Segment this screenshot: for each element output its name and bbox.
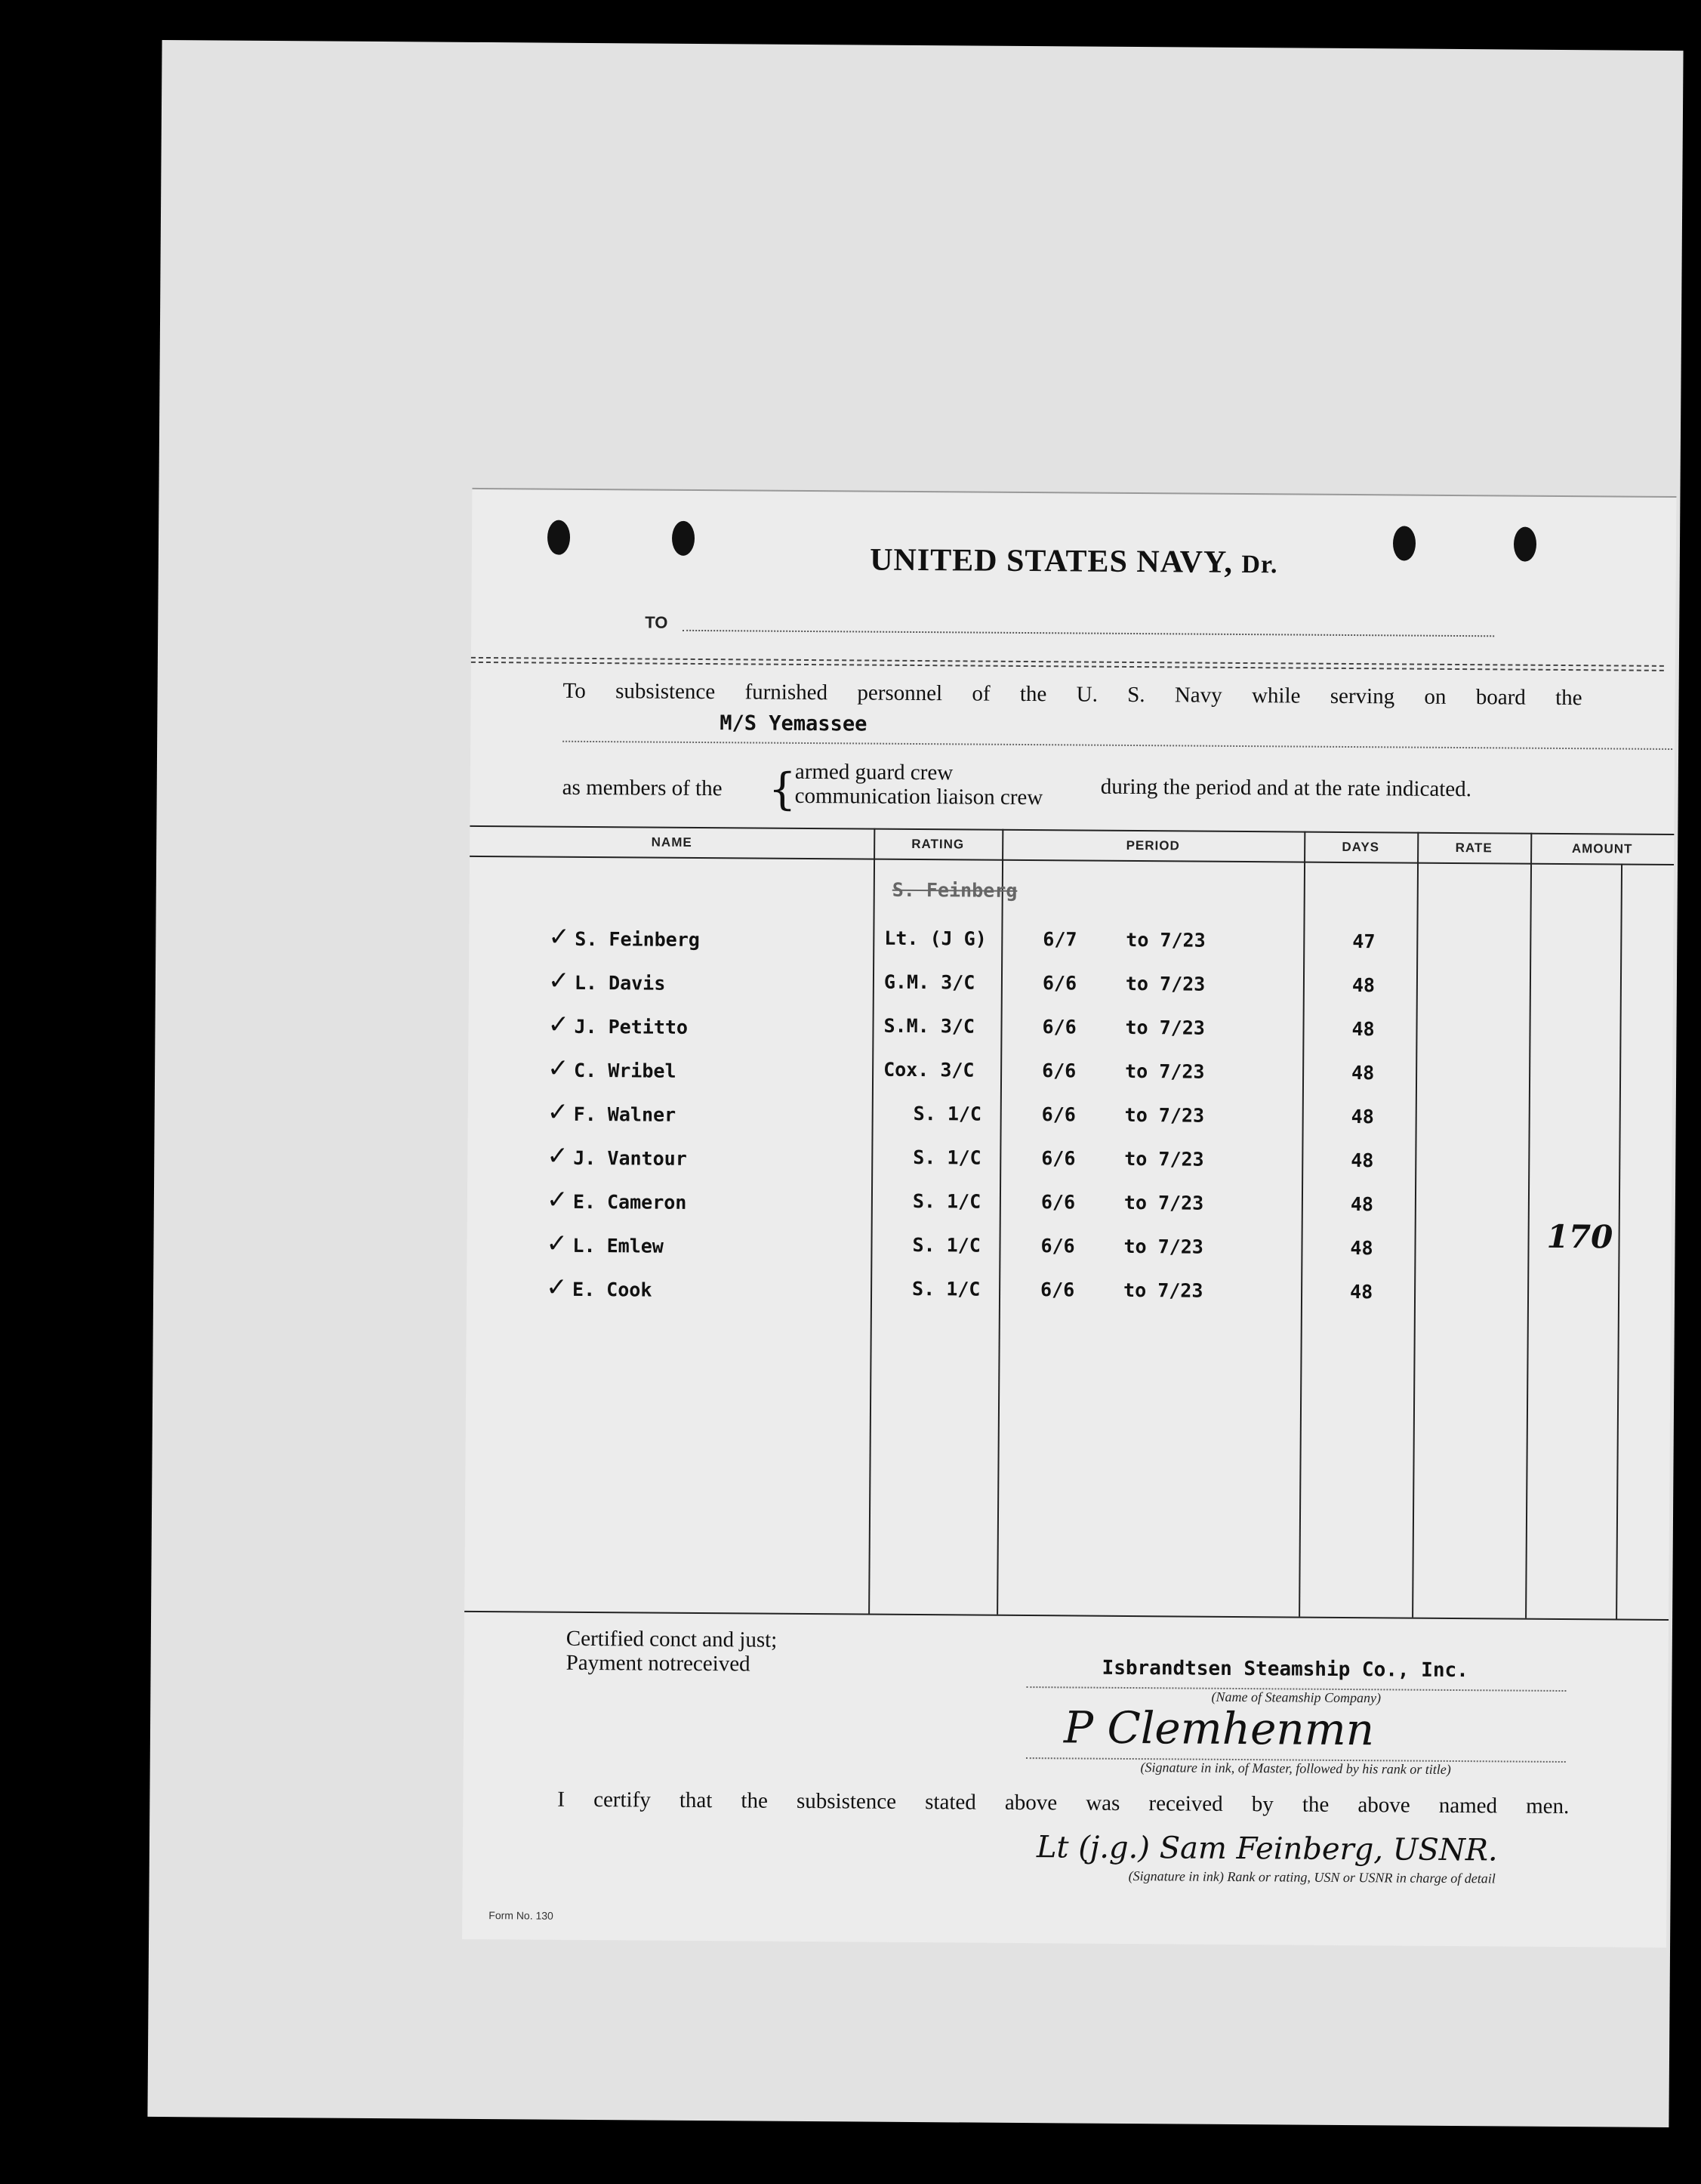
row-rating: S. 1/C [913, 1102, 982, 1125]
checkmark-icon: ✓ [547, 1140, 569, 1171]
certified-line-2: Payment notreceived [565, 1650, 750, 1677]
row-rating: S. 1/C [913, 1146, 981, 1169]
checkmark-icon: ✓ [547, 965, 570, 996]
row-from: 6/6 [1040, 1279, 1075, 1301]
header-name: NAME [651, 834, 692, 850]
struck-entry: S. Feinberg [892, 878, 1018, 902]
row-from: 6/6 [1040, 1191, 1076, 1214]
row-name: S. Feinberg [575, 927, 701, 952]
row-name: E. Cameron [572, 1190, 687, 1214]
master-caption: (Signature in ink, of Master, followed by his rank or title) [1140, 1760, 1451, 1777]
row-to: to 7/23 [1124, 1103, 1205, 1127]
row-to: to 7/23 [1123, 1191, 1204, 1214]
row-name: J. Petitto [574, 1015, 689, 1038]
checkmark-icon: ✓ [547, 1053, 569, 1084]
row-to: to 7/23 [1124, 1147, 1204, 1171]
officer-caption: (Signature in ink) Rank or rating, USN or USNR in charge of detail [1128, 1868, 1496, 1886]
header-amount: AMOUNT [1571, 841, 1633, 856]
row-from: 6/6 [1042, 972, 1077, 995]
table-row [467, 1269, 1671, 1321]
row-days: 48 [1351, 974, 1376, 997]
row-rating: Lt. (J G) [884, 927, 987, 950]
row-from: 6/6 [1041, 1103, 1076, 1126]
row-from: 6/6 [1041, 1147, 1076, 1170]
certification-note [566, 1627, 778, 1677]
row-name: E. Cook [572, 1278, 652, 1301]
certified-line-1: Certified conct and just; [565, 1626, 778, 1652]
double-rule [471, 662, 1664, 671]
officer-signature: Lt (j.g.) Sam Feinberg, USNR. [1036, 1830, 1498, 1868]
intro-text: To subsistence furnished personnel of the U. S. Navy while serving on board the [562, 678, 1582, 711]
members-prefix: as members of the [562, 775, 723, 801]
row-name: J. Vantour [573, 1146, 687, 1170]
crew-option-armed-guard: armed guard crew [794, 759, 954, 785]
to-line [683, 628, 1494, 637]
row-to: to 7/23 [1123, 1235, 1203, 1258]
row-days: 48 [1349, 1281, 1373, 1303]
master-signature: P Clemhenmn [1063, 1701, 1375, 1756]
table-header-rule [470, 856, 1674, 865]
to-label: TO [645, 612, 668, 632]
subsistence-form [462, 488, 1676, 1948]
checkmark-icon: ✓ [545, 1272, 568, 1303]
form-number: Form No. 130 [488, 1909, 553, 1922]
row-rating: S.M. 3/C [883, 1014, 975, 1038]
certify-text: I certify that the subsistence stated above was received by the above named men. [557, 1787, 1570, 1819]
row-from: 6/6 [1042, 1016, 1077, 1038]
table-top-rule [470, 825, 1674, 835]
checkmark-icon: ✓ [546, 1228, 569, 1259]
row-name: F. Walner [573, 1103, 676, 1126]
vessel-name: M/S Yemassee [720, 711, 867, 736]
crew-options [795, 760, 1043, 810]
form-title [472, 539, 1676, 584]
row-days: 48 [1350, 1193, 1374, 1216]
title-suffix: Dr. [1241, 550, 1278, 579]
row-to: to 7/23 [1125, 972, 1206, 995]
row-from: 6/6 [1042, 1060, 1077, 1082]
company-caption: (Name of Steamship Company) [1211, 1689, 1382, 1706]
header-period: PERIOD [1126, 838, 1180, 853]
paper-sheet [147, 40, 1683, 2127]
row-days: 48 [1351, 1149, 1374, 1172]
header-rating: RATING [911, 836, 965, 852]
company-name: Isbrandtsen Steamship Co., Inc. [1102, 1656, 1468, 1683]
row-to: to 7/23 [1123, 1279, 1203, 1302]
row-rating: S. 1/C [912, 1233, 981, 1257]
row-days: 48 [1350, 1237, 1373, 1260]
row-days: 48 [1351, 1106, 1374, 1128]
row-name: L. Emlew [572, 1234, 664, 1257]
header-rate: RATE [1455, 840, 1493, 856]
checkmark-icon: ✓ [546, 1184, 569, 1215]
crew-option-communication: communication liaison crew [794, 783, 1043, 810]
row-rating: S. 1/C [912, 1189, 981, 1213]
handwritten-amount: 170 [1546, 1217, 1613, 1256]
row-from: 6/6 [1040, 1235, 1075, 1257]
row-days: 48 [1351, 1018, 1375, 1041]
checkmark-icon: ✓ [547, 1097, 569, 1127]
row-to: to 7/23 [1125, 1060, 1205, 1083]
title-text: UNITED STATES NAVY, [870, 542, 1234, 580]
row-days: 48 [1351, 1062, 1375, 1084]
row-rating: S. 1/C [912, 1277, 981, 1300]
checkmark-icon: ✓ [548, 921, 570, 952]
row-name: L. Davis [574, 971, 666, 995]
vessel-line [562, 739, 1672, 750]
row-from: 6/7 [1043, 928, 1077, 951]
brace-icon: { [768, 763, 797, 815]
members-suffix: during the period and at the rate indicated. [1100, 774, 1472, 802]
row-to: to 7/23 [1125, 1016, 1205, 1039]
row-days: 47 [1352, 930, 1376, 953]
table-bottom-rule [464, 1611, 1669, 1621]
row-rating: G.M. 3/C [883, 970, 975, 994]
checkmark-icon: ✓ [547, 1009, 570, 1040]
row-to: to 7/23 [1126, 928, 1206, 952]
row-rating: Cox. 3/C [883, 1058, 975, 1081]
header-days: DAYS [1342, 839, 1380, 855]
row-name: C. Wribel [574, 1059, 676, 1082]
